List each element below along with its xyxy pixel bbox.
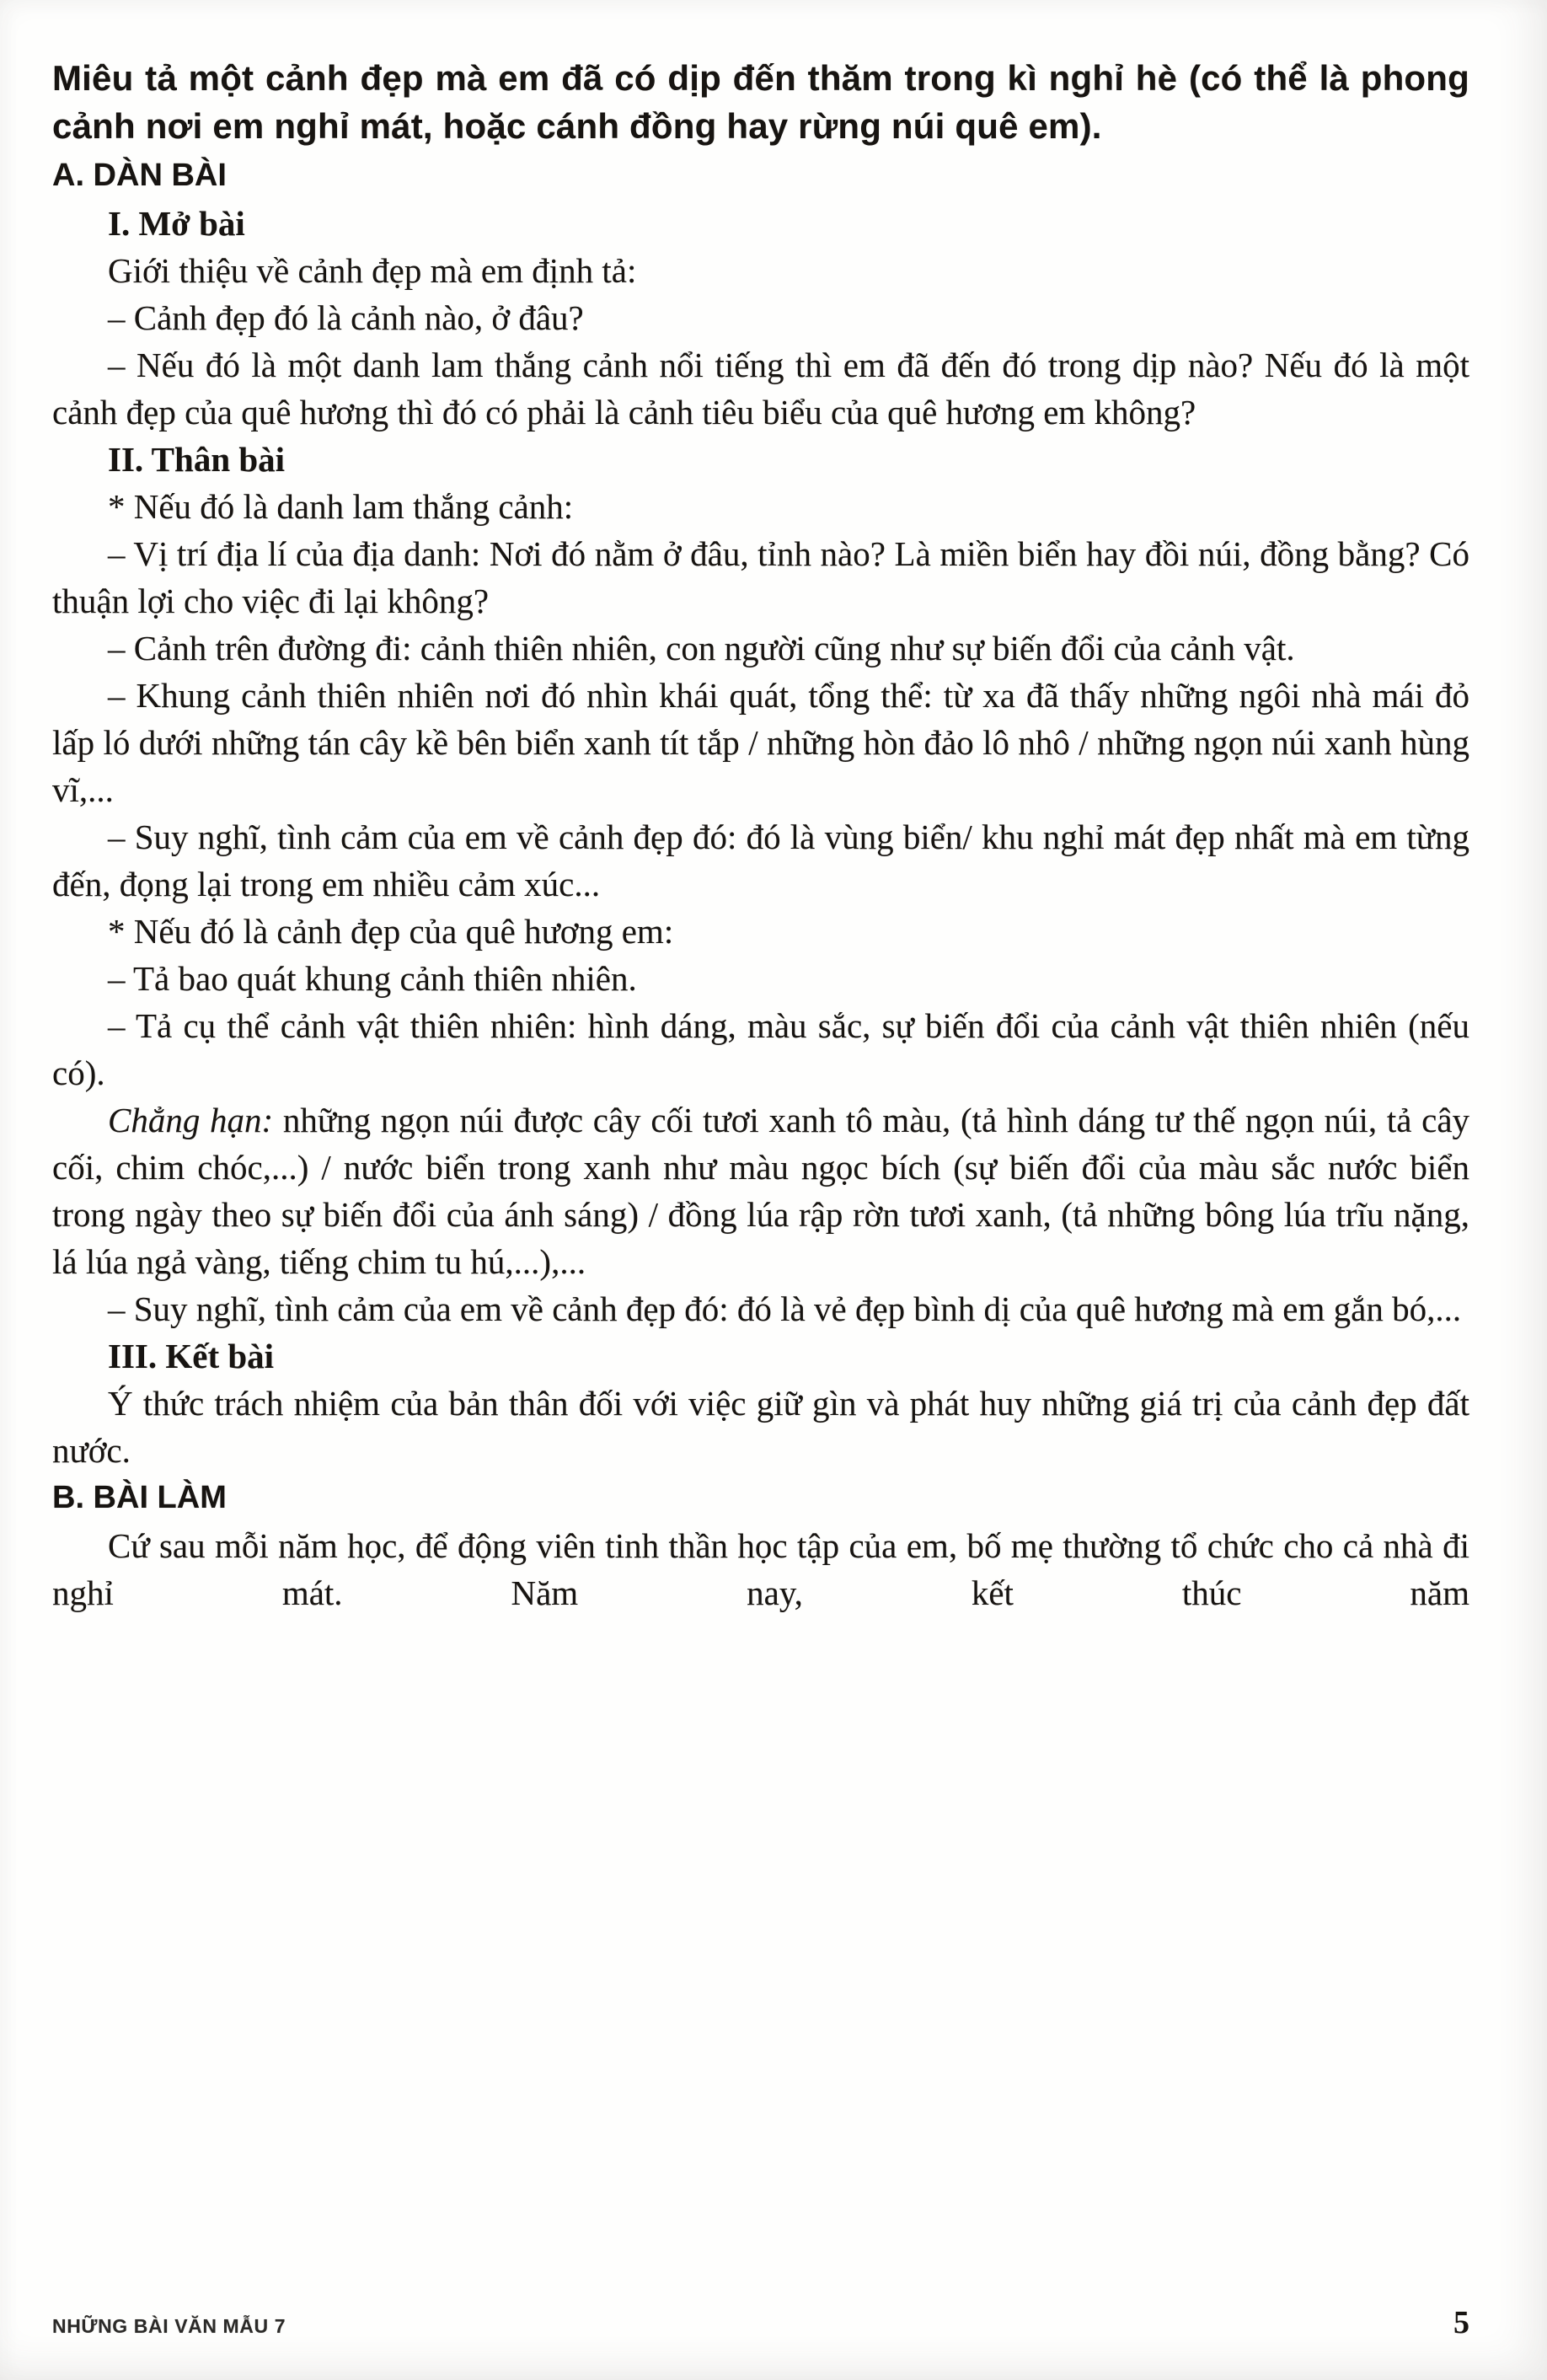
outline-item: – Khung cảnh thiên nhiên nơi đó nhìn khái quát, tổng thể: từ xa đã thấy những ngôi nhà mái đỏ lấp ló dưới những tán cây kề bên biển xanh tít tắp / những hòn đảo lô nhô / những ngọn núi xanh hùng vĩ,... [52, 676, 1469, 809]
example-text: những ngọn núi được cây cối tươi xanh tô màu, (tả hình dáng tư thế ngọn núi, tả cây cối, chim chóc,...) / nước biển trong xanh như màu ngọc bích (sự biến đổi của màu sắc nước biển trong ngày theo sự biến đổi của ánh sáng) / đồng lúa rập rờn tươi xanh, (tả những bông lúa trĩu nặng, lá lúa ngả vàng, tiếng chim tu hú,...),... [52, 1101, 1470, 1281]
example-paragraph [52, 1096, 1469, 1285]
outline-item: * Nếu đó là cảnh đẹp của quê hương em: [108, 912, 674, 951]
outline-item: – Nếu đó là một danh lam thắng cảnh nổi tiếng thì em đã đến đó trong dịp nào? Nếu đó là một cảnh đẹp của quê hương thì đó có phải là cảnh tiêu biểu của quê hương em không? [52, 346, 1469, 432]
heading-mo-bai: I. Mở bài [108, 204, 245, 243]
outline-item: – Tả bao quát khung cảnh thiên nhiên. [108, 959, 637, 998]
outline-item: – Cảnh trên đường đi: cảnh thiên nhiên, con người cũng như sự biến đổi của cảnh vật. [108, 629, 1295, 667]
heading-than-bai: II. Thân bài [108, 440, 286, 479]
footer-book-title: NHỮNG BÀI VĂN MẪU 7 [52, 2315, 286, 2337]
page-number: 5 [1453, 2305, 1469, 2340]
outline-item: – Suy nghĩ, tình cảm của em về cảnh đẹp đó: đó là vùng biển/ khu nghỉ mát đẹp nhất mà em từng đến, đọng lại trong em nhiều cảm xúc... [52, 817, 1469, 903]
section-heading-dan-bai: A. DÀN BÀI [52, 158, 227, 193]
outline-item: – Cảnh đẹp đó là cảnh nào, ở đâu? [108, 298, 584, 337]
essay-opening-paragraph: Cứ sau mỗi năm học, để động viên tinh thần học tập của em, bố mẹ thường tổ chức cho cả nhà đi nghỉ mát. Năm nay, kết thúc năm [52, 1526, 1469, 1612]
section-heading-bai-lam: B. BÀI LÀM [52, 1480, 227, 1515]
outline-item: – Tả cụ thể cảnh vật thiên nhiên: hình dáng, màu sắc, sự biến đổi của cảnh vật thiên nhiên (nếu có). [52, 1006, 1469, 1092]
outline-item: – Vị trí địa lí của địa danh: Nơi đó nằm ở đâu, tỉnh nào? Là miền biển hay đồi núi, đồng bằng? Có thuận lợi cho việc đi lại không? [52, 534, 1469, 620]
example-lead-label: Chẳng hạn: [108, 1101, 274, 1139]
paragraph-ket-bai: Ý thức trách nhiệm của bản thân đối với việc giữ gìn và phát huy những giá trị của cảnh đẹp đất nước. [52, 1384, 1469, 1470]
outline-item: – Suy nghĩ, tình cảm của em về cảnh đẹp đó: đó là vẻ đẹp bình dị của quê hương mà em gắn bó,... [108, 1289, 1462, 1328]
page-footer [52, 2304, 1469, 2341]
heading-ket-bai: III. Kết bài [108, 1337, 275, 1375]
paragraph-gioi-thieu: Giới thiệu về cảnh đẹp mà em định tả: [108, 251, 637, 290]
outline-item: * Nếu đó là danh lam thắng cảnh: [108, 487, 574, 526]
essay-prompt-title: Miêu tả một cảnh đẹp mà em đã có dịp đến thăm trong kì nghỉ hè (có thể là phong cảnh nơi em nghỉ mát, hoặc cánh đồng hay rừng núi quê em). [52, 58, 1469, 146]
